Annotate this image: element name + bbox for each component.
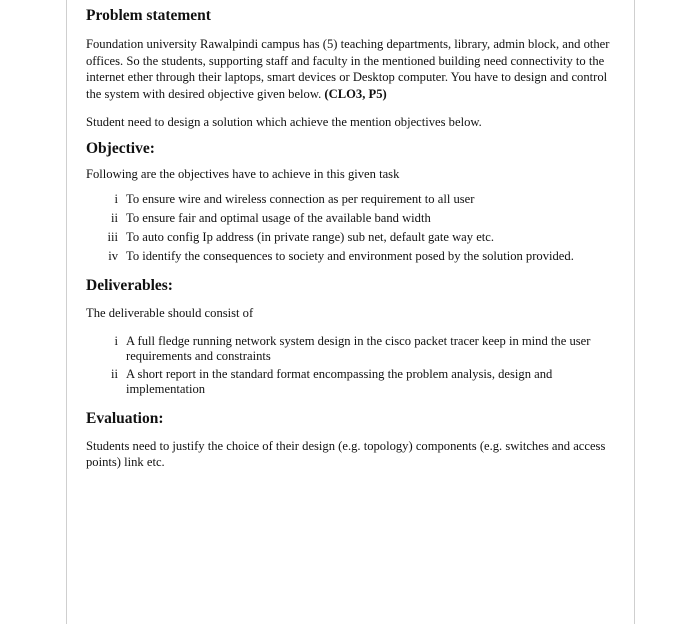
solution-paragraph: Student need to design a solution which achieve the mention objectives below.	[86, 115, 482, 129]
list-text: A full fledge running network system design in the cisco packet tracer keep in mind the user requirements and constraints	[126, 333, 591, 363]
list-number: iv	[108, 249, 118, 263]
list-text: To ensure wire and wireless connection as per requirement to all user	[126, 192, 475, 206]
list-text: To identify the consequences to society and environment posed by the solution provided.	[126, 249, 574, 263]
evaluation-paragraph: Students need to justify the choice of their design (e.g. topology) components (e.g. switches and access points) link etc.	[86, 438, 606, 469]
problem-statement-heading: Problem statement	[86, 7, 211, 24]
problem-statement-paragraph	[86, 36, 616, 102]
list-item	[86, 192, 616, 207]
list-item	[86, 367, 616, 397]
evaluation-heading: Evaluation:	[86, 409, 164, 427]
problem-statement-text: Foundation university Rawalpindi campus has (5) teaching departments, library, admin block, and other offices. So the students, supporting staff and faculty in the mentioned building need connectivity to the internet ether through their laptops, smart devices or Desktop computer. You have to design and control the system with desired objective given below.	[86, 37, 610, 101]
page-right-edge	[634, 0, 635, 624]
objective-heading: Objective:	[86, 139, 155, 157]
objective-list	[86, 192, 616, 264]
list-item	[86, 249, 616, 264]
list-number: i	[114, 192, 118, 206]
list-number: ii	[111, 366, 118, 381]
list-item	[86, 334, 616, 364]
list-text: To ensure fair and optimal usage of the available band width	[126, 211, 431, 225]
deliverables-heading: Deliverables:	[86, 277, 173, 294]
list-item	[86, 230, 616, 245]
list-number: i	[114, 333, 118, 348]
deliverables-intro: The deliverable should consist of	[86, 306, 254, 320]
clo-label: (CLO3, P5)	[324, 86, 387, 101]
deliverables-list	[86, 334, 616, 397]
list-text: A short report in the standard format encompassing the problem analysis, design and implementation	[126, 366, 553, 396]
list-number: iii	[107, 230, 118, 244]
page-left-edge	[66, 0, 67, 624]
list-number: ii	[111, 211, 118, 225]
list-text: To auto config Ip address (in private range) sub net, default gate way etc.	[126, 230, 495, 244]
list-item	[86, 211, 616, 226]
document-page	[86, 6, 616, 471]
objective-intro: Following are the objectives have to achieve in this given task	[86, 166, 400, 181]
